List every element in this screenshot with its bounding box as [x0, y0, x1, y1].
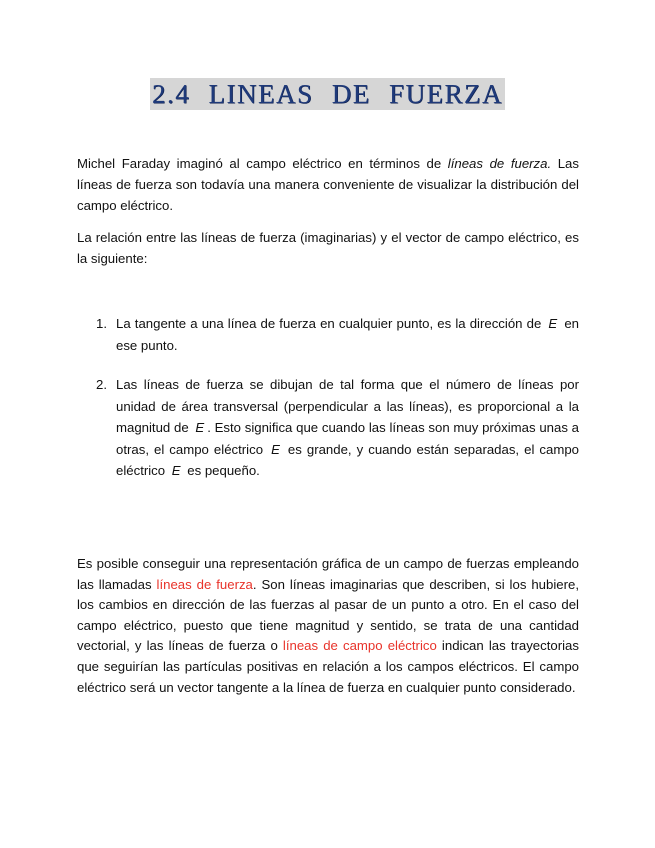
lineas-de-fuerza-link[interactable]: líneas de fuerza	[156, 576, 253, 592]
field-variable: E	[171, 463, 181, 479]
list-item	[96, 374, 579, 482]
list-item	[96, 313, 579, 356]
list-text: es pequeño.	[183, 463, 260, 479]
representation-text-2: . Son líneas imaginarias que describen, si los hubiere, los cambios en dirección de las fuerzas al pasar de un punto a otro. En el caso del campo eléctrico, puesto que tiene magnitud y sentido, se trata de una cantidad vectorial, y las líneas de fuerza o	[77, 576, 580, 654]
list-text: . Esto significa que cuando las líneas son muy próximas unas a otras, el campo eléctrico	[116, 420, 579, 457]
representation-text-3: indican las trayectorias que seguirían las partículas positivas en relación a los campos eléctricos. El campo eléctrico será un vector tangente a la línea de fuerza en cualquier punto considerado.	[77, 638, 579, 695]
intro-text-1: Michel Faraday imaginó al campo eléctrico en términos de	[77, 156, 448, 171]
representation-paragraph	[77, 554, 579, 698]
intro-italic-term: líneas de fuerza.	[447, 156, 552, 171]
representation-text-1: Es posible conseguir una representación gráfica de un campo de fuerzas empleando las llamadas	[77, 556, 579, 592]
field-variable: E	[271, 441, 280, 457]
field-variable: E	[548, 316, 558, 331]
list-number: 2.	[96, 377, 107, 392]
lineas-de-campo-electrico-link[interactable]: líneas de campo eléctrico	[282, 638, 437, 654]
list-text: Las líneas de fuerza se dibujan de tal forma que el número de líneas por unidad de área transversal (perpendicular a las líneas), es proporcional a la magnitud de	[116, 377, 579, 436]
list-text: La tangente a una línea de fuerza en cualquier punto, es la dirección de	[116, 316, 546, 331]
list-text: en ese punto.	[116, 316, 579, 353]
list-number: 1.	[96, 316, 107, 331]
list-text: es grande, y cuando están separadas, el campo eléctrico	[116, 441, 580, 479]
intro-paragraph	[77, 154, 579, 216]
field-variable: E	[195, 420, 205, 436]
intro-text-2: Las líneas de fuerza son todavía una manera conveniente de visualizar la distribución del campo eléctrico.	[77, 156, 579, 213]
relation-paragraph: La relación entre las líneas de fuerza (imaginarias) y el vector de campo eléctrico, es la siguiente:	[77, 230, 579, 266]
title-container	[0, 78, 655, 110]
numbered-list-item-1	[96, 313, 579, 356]
page-title: 2.4 LINEAS DE FUERZA	[152, 79, 503, 109]
numbered-list-item-2	[96, 374, 579, 482]
